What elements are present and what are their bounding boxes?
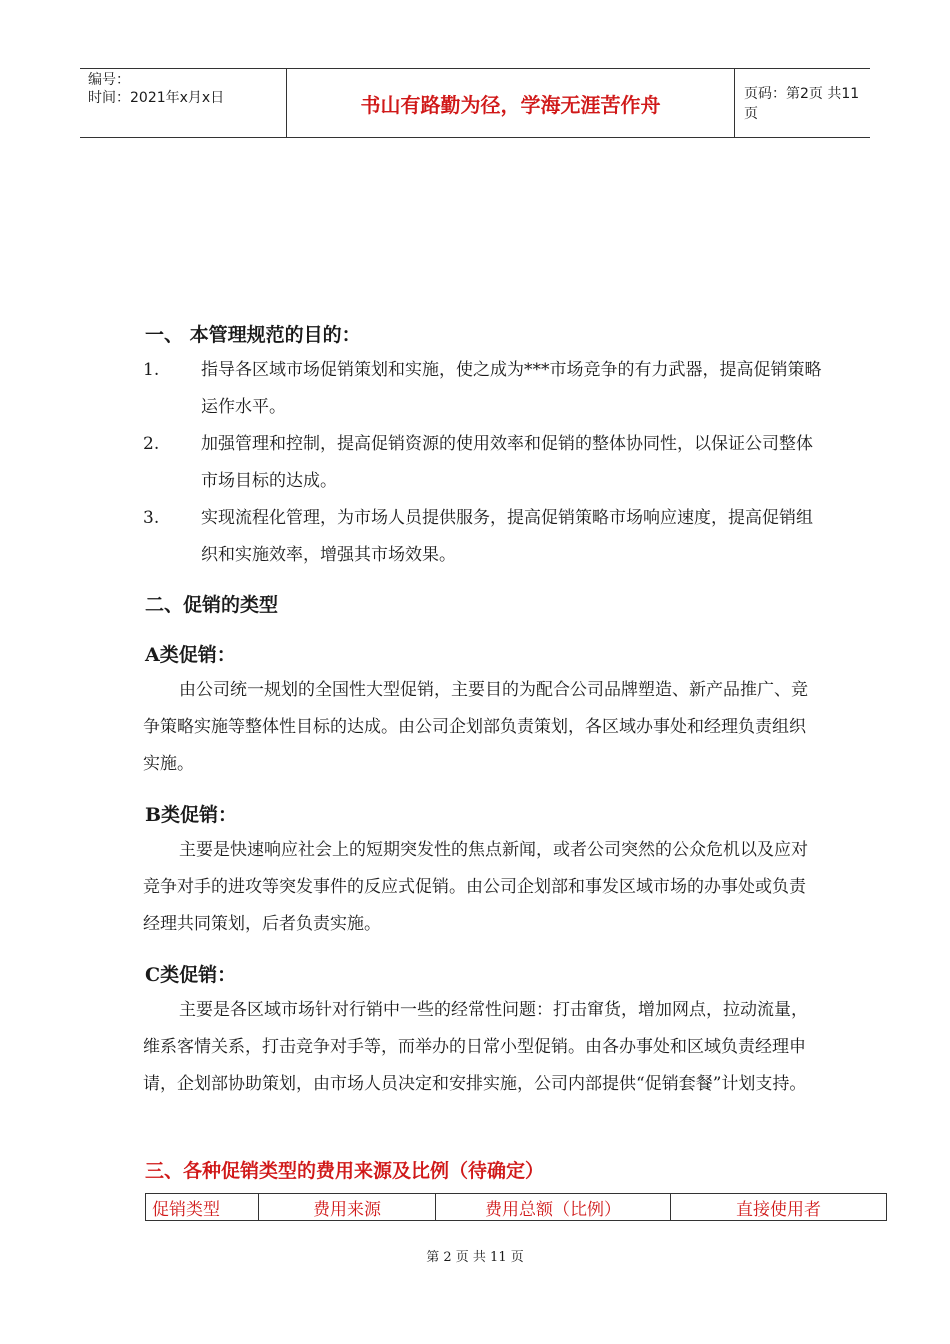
table-header-cell: 促销类型 <box>146 1194 259 1221</box>
list-item <box>143 352 823 426</box>
type-c-text: 主要是各区域市场针对行销中一些的经常性问题：打击窜货，增加网点，拉动流量，维系客情关系，打击竞争对手等，而举办的日常小型促销。由各办事处和区域负责经理申请，企划部协助策划，由市场人员决定和安排实施，公司内部提供“促销套餐”计划支持。 <box>143 1000 808 1094</box>
time-label: 时间：2021年x月x日 <box>88 90 225 106</box>
section3-title: 三、各种促销类型的费用来源及比例（待确定） <box>145 1160 545 1182</box>
list-item-number: 3. <box>143 508 160 528</box>
list-item-text: 指导各区域市场促销策划和实施，使之成为***市场竞争的有力武器，提高促销策略运作水平。 <box>201 360 822 417</box>
table-header-row <box>146 1194 887 1221</box>
table-header-cell: 费用来源 <box>259 1194 436 1221</box>
type-a-title: A类促销： <box>145 644 236 666</box>
type-b-text: 主要是快速响应社会上的短期突发性的焦点新闻，或者公司突然的公众危机以及应对竞争对手的进攻等突发事件的反应式促销。由公司企划部和事发区域市场的办事处或负责经理共同策划，后者负责实施。 <box>143 840 808 934</box>
table-header-cell: 费用总额（比例） <box>436 1194 671 1221</box>
type-b-title: B类促销： <box>145 804 238 826</box>
list-item-number: 1. <box>143 360 160 380</box>
list-item <box>143 426 823 500</box>
document-header <box>80 68 870 138</box>
header-motto: 书山有路勤为径，学海无涯苦作舟 <box>287 69 735 137</box>
list-item <box>143 500 823 574</box>
section2-title: 二、促销的类型 <box>145 594 279 616</box>
type-a-text: 由公司统一规划的全国性大型促销，主要目的为配合公司品牌塑造、新产品推广、竞争策略实施等整体性目标的达成。由公司企划部负责策划，各区域办事处和经理负责组织实施。 <box>143 680 808 774</box>
number-label: 编号： <box>88 72 130 88</box>
type-c-title: C类促销： <box>145 964 237 986</box>
list-item-number: 2. <box>143 434 160 454</box>
header-page-info: 页码：第2页 共11页 <box>744 86 860 122</box>
header-meta-cell <box>80 69 287 137</box>
page-footer: 第 2 页 共 11 页 <box>426 1250 524 1265</box>
cost-table <box>145 1193 887 1221</box>
table-header-cell: 直接使用者 <box>671 1194 887 1221</box>
list-item-text: 加强管理和控制，提高促销资源的使用效率和促销的整体协同性，以保证公司整体市场目标的达成。 <box>201 434 813 491</box>
section1-title: 一、 本管理规范的目的： <box>145 324 361 346</box>
list-item-text: 实现流程化管理，为市场人员提供服务，提高促销策略市场响应速度，提高促销组织和实施效率，增强其市场效果。 <box>201 508 813 565</box>
